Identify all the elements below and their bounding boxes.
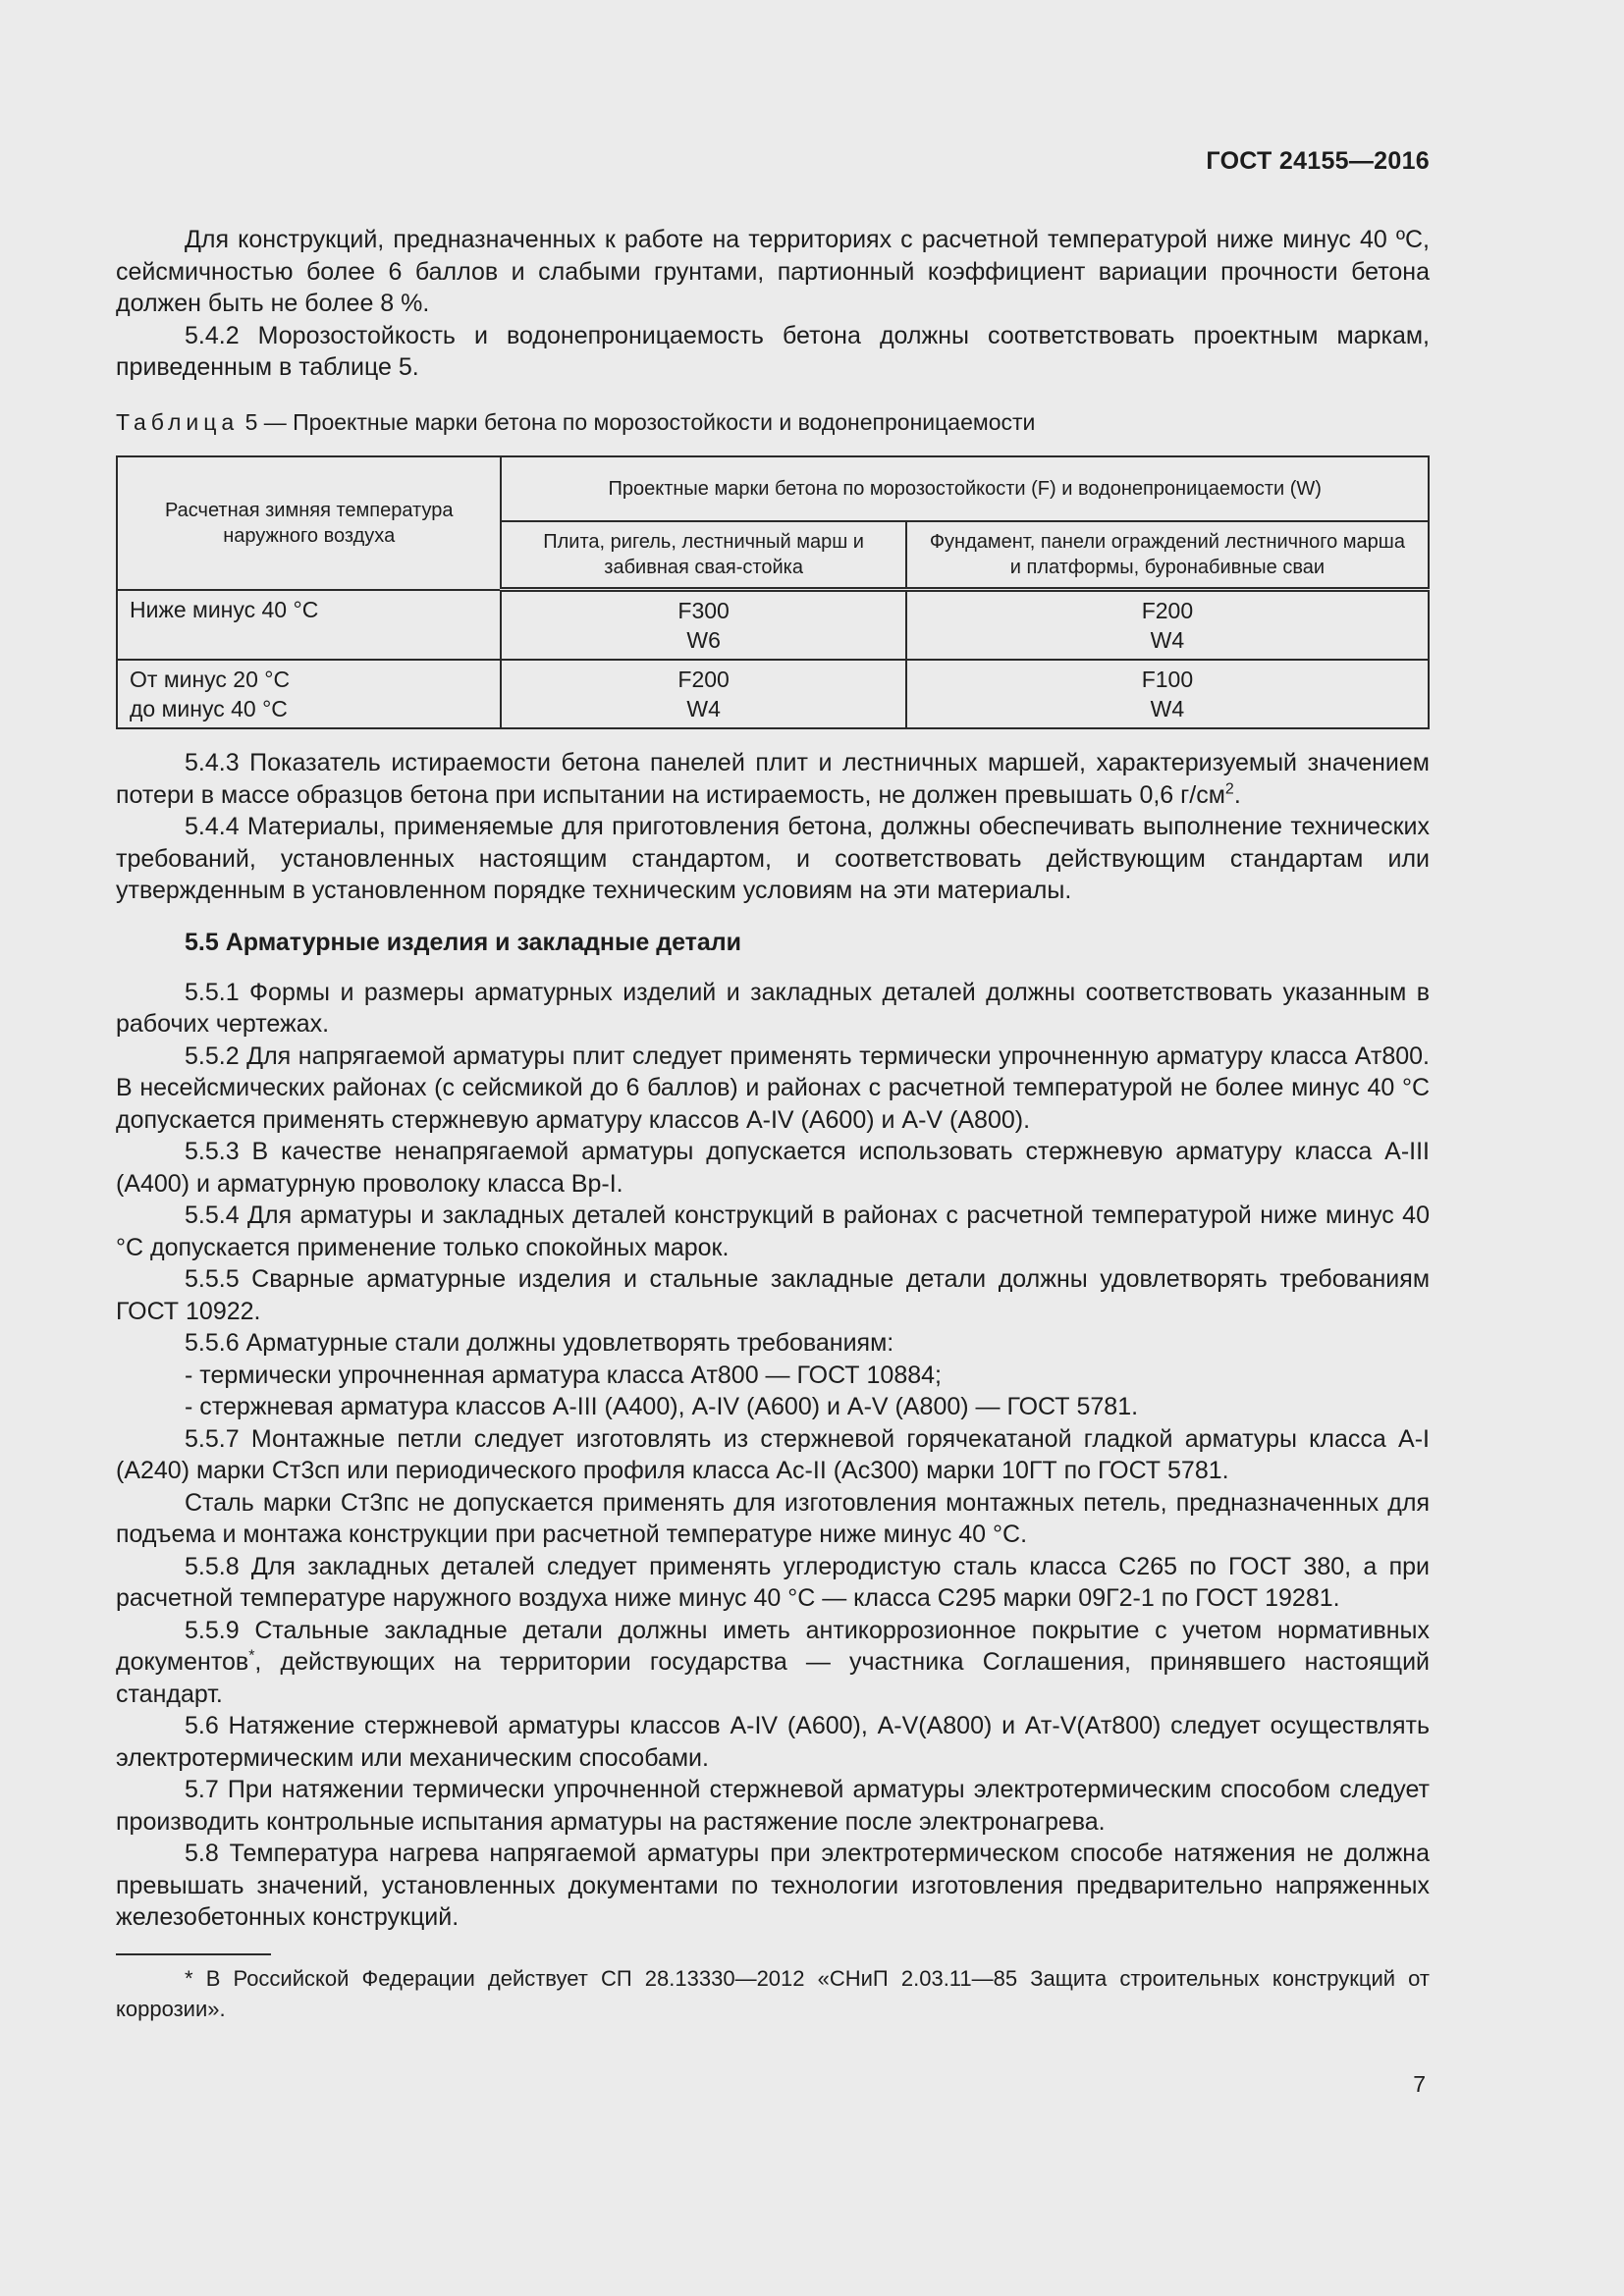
table-header-group: Проектные марки бетона по морозостойкости (F) и водонепроницаемости (W)	[501, 456, 1429, 521]
table-header-foundation: Фундамент, панели ограждений лестничного марша и платформы, буронабивные сваи	[906, 521, 1429, 590]
table-cell-temperature: до минус 40 °С	[130, 696, 288, 721]
paragraph: 5.8 Температура нагрева напрягаемой арматуры при электротермическом способе натяжения не должна превышать значений, установленных документами по технологии изготовления предварительно напряженных железобетонных конструкций.	[116, 1840, 1430, 1931]
paragraph: 5.5.4 Для арматуры и закладных деталей конструкций в районах с расчетной температурой ниже минус 40 °С допускается применение только спокойных марок.	[116, 1201, 1430, 1261]
table-cell-temperature: От минус 20 °С	[130, 667, 291, 692]
paragraph: Сталь марки Ст3пс не допускается применять для изготовления монтажных петель, предназначенных для подъема и монтажа конструкции при расчетной температуре ниже минус 40 °С.	[116, 1488, 1430, 1548]
page-number: 7	[1413, 2071, 1426, 2097]
list-item: - стержневая арматура классов А-III (А400), А-IV (А600) и А-V (А800) — ГОСТ 5781.	[185, 1393, 1139, 1420]
paragraph: 5.4.4 Материалы, применяемые для приготовления бетона, должны обеспечивать выполнение технических требований, установленных настоящим стандартом, и соответствовать действующим стандартам или утвержденным в установленном порядке техническим условиям на эти материалы.	[116, 813, 1430, 904]
document-header: ГОСТ 24155—2016	[1206, 147, 1430, 175]
paragraph-text: , действующих на территории государства — участника Соглашения, принявшего настоящий стандарт.	[116, 1648, 1430, 1708]
table-cell-frost-grade: F300	[677, 598, 730, 623]
paragraph-text: 5.4.3 Показатель истираемости бетона панелей плит и лестничных маршей, характеризуемый значением потери в массе образцов бетона при испытании на истираемость, не должен превышать 0,6 г/см	[116, 749, 1430, 809]
paragraph-5-4-3	[116, 747, 1430, 811]
table-header-temperature: Расчетная зимняя температура наружного воздуха	[117, 456, 501, 590]
table-cell-water-grade: W4	[1150, 696, 1185, 721]
table-cell-frost-grade: F100	[1141, 667, 1194, 692]
table-caption	[116, 409, 1430, 436]
document-body	[116, 224, 1430, 2024]
table-caption-text: 5 — Проектные марки бетона по морозостойкости и водонепроницаемости	[244, 408, 1036, 435]
paragraph-text: 5.5.9 Стальные закладные детали должны иметь антикоррозионное покрытие с учетом нормативных документов	[116, 1616, 1430, 1676]
table-cell-frost-grade: F200	[1141, 598, 1194, 623]
table-cell-water-grade: W4	[686, 696, 721, 721]
table-cell-water-grade: W4	[1150, 627, 1185, 653]
footnote-marker: *	[248, 1647, 255, 1665]
paragraph: 5.4.2 Морозостойкость и водонепроницаемость бетона должны соответствовать проектным маркам, приведенным в таблице 5.	[116, 321, 1430, 381]
paragraph: 5.5.2 Для напрягаемой арматуры плит следует применять термически упрочненную арматуру класса Ат800. В несейсмических районах (с сейсмикой до 6 баллов) и районах с расчетной температурой не более минус 40 °С допускается применять стержневую арматуру классов А-IV (А600) и А-V (А800).	[116, 1041, 1430, 1134]
paragraph: 5.5.5 Сварные арматурные изделия и стальные закладные детали должны удовлетворять требованиям ГОСТ 10922.	[116, 1265, 1430, 1325]
paragraph: 5.5.1 Формы и размеры арматурных изделий и закладных деталей должны соответствовать указанным в рабочих чертежах.	[116, 978, 1430, 1038]
paragraph: 5.5.3 В качестве ненапрягаемой арматуры допускается использовать стержневую арматуру класса А-III (А400) и арматурную проволоку класса Вр-I.	[116, 1138, 1430, 1198]
paragraph: 5.7 При натяжении термически упрочненной стержневой арматуры электротермическим способом следует производить контрольные испытания арматуры на растяжение после электронагрева.	[116, 1776, 1430, 1836]
list-item: - термически упрочненная арматура класса Ат800 — ГОСТ 10884;	[185, 1361, 942, 1389]
footnote: * В Российской Федерации действует СП 28.13330—2012 «СНиП 2.03.11—85 Защита строительных конструкций от коррозии».	[116, 1965, 1430, 2021]
table-caption-label: Таблица	[116, 408, 240, 435]
superscript: 2	[1224, 780, 1234, 798]
frost-resistance-table	[116, 455, 1430, 730]
paragraph: 5.5.8 Для закладных деталей следует применять углеродистую сталь класса С265 по ГОСТ 380, а при расчетной температуре наружного воздуха ниже минус 40 °С — класса С295 марки 09Г2-1 по ГОСТ 19281.	[116, 1552, 1430, 1612]
table-cell-frost-grade: F200	[677, 667, 730, 692]
table-cell-temperature: Ниже минус 40 °С	[130, 596, 319, 622]
paragraph: 5.6 Натяжение стержневой арматуры классов А-IV (А600), А-V(А800) и Ат-V(Ат800) следует осуществлять электротермическим или механическим способами.	[116, 1712, 1430, 1772]
paragraph: 5.5.7 Монтажные петли следует изготовлять из стержневой горячекатаной гладкой арматуры класса А-I (А240) марки Ст3сп или периодического профиля класса Ас-II (Ас300) марки 10ГТ по ГОСТ 5781.	[116, 1424, 1430, 1484]
table-cell-water-grade: W6	[686, 627, 721, 653]
footnote-divider	[116, 1953, 271, 1955]
paragraph: 5.5.6 Арматурные стали должны удовлетворять требованиям:	[185, 1329, 894, 1357]
paragraph-text: .	[1233, 780, 1241, 809]
paragraph-5-5-9	[116, 1615, 1430, 1711]
table-row	[117, 660, 1429, 728]
paragraph: Для конструкций, предназначенных к работе на территориях с расчетной температурой ниже минус 40 ºС, сейсмичностью более 6 баллов и слабыми грунтами, партионный коэффициент вариации прочности бетона должен быть не более 8 %.	[116, 226, 1430, 317]
table-row	[117, 590, 1429, 661]
section-title: 5.5 Арматурные изделия и закладные детали	[185, 928, 742, 956]
table-header-slab: Плита, ригель, лестничный марш и забивная свая-стойка	[501, 521, 905, 590]
